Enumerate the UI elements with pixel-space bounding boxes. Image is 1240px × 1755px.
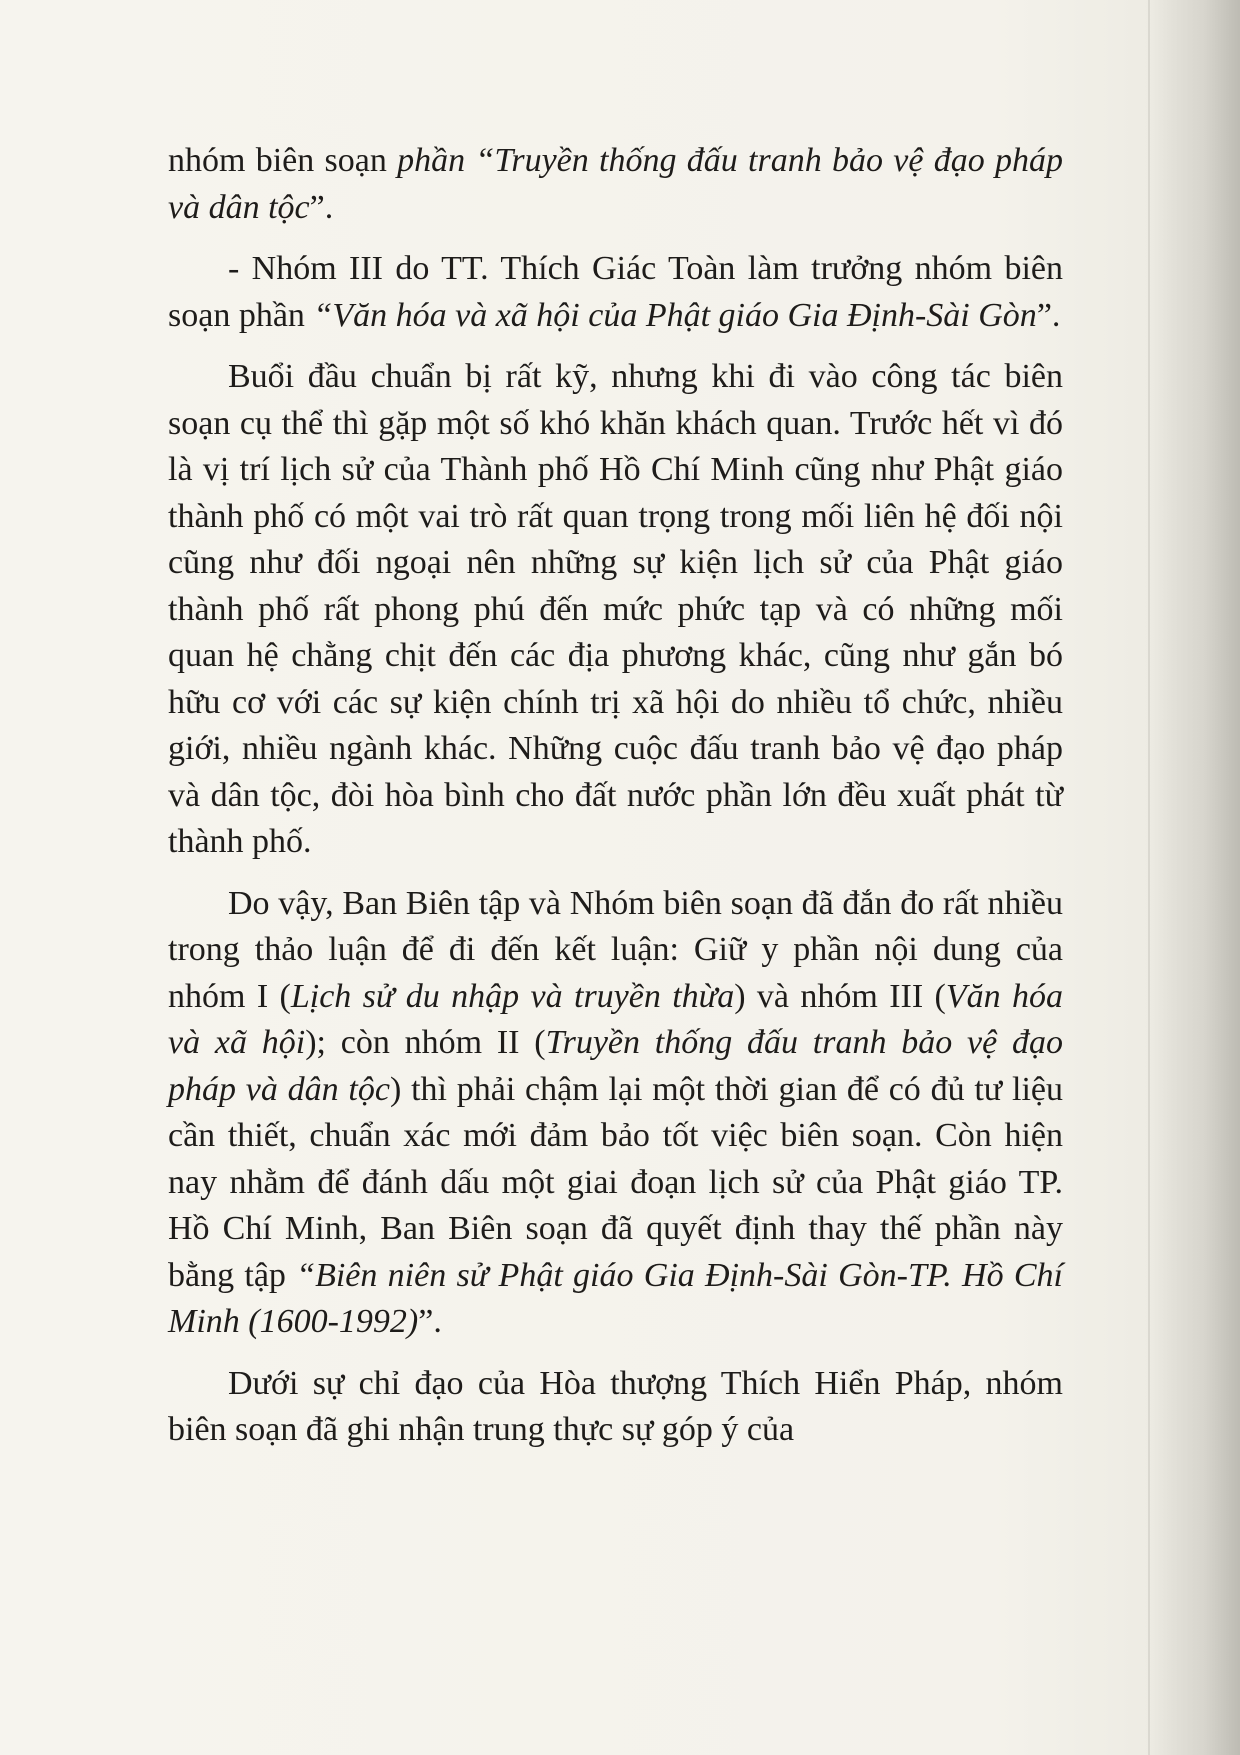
text-segment: ”. <box>418 1303 442 1340</box>
paragraph-3 <box>168 354 1063 866</box>
page-edge-shadow <box>1150 0 1240 1755</box>
text-segment: Dưới sự chỉ đạo của Hòa thượng Thích Hiển Pháp, nhóm biên soạn đã ghi nhận trung thực sự góp ý của <box>168 1364 1063 1448</box>
italic-title: Lịch sử du nhập và truyền thừa <box>290 977 735 1015</box>
body-text <box>168 138 1063 1454</box>
paragraph-1 <box>168 138 1063 231</box>
text-segment: ”. <box>1036 296 1061 334</box>
text-segment: nhóm biên soạn <box>168 142 398 179</box>
italic-title: Văn hóa và xã hội <box>168 977 1063 1061</box>
text-segment: ) và nhóm III ( <box>734 977 946 1015</box>
paragraph-4 <box>168 881 1063 1346</box>
italic-title: “Văn hóa và xã hội của Phật giáo Gia Định-Sài Gòn <box>313 296 1037 334</box>
text-segment: ”. <box>309 188 334 226</box>
paragraph-2 <box>168 246 1063 339</box>
paragraph-5 <box>168 1361 1063 1454</box>
italic-title: “Biên niên sử Phật giáo Gia Định-Sài Gòn-TP. Hồ Chí Minh (1600-1992) <box>168 1256 1063 1340</box>
italic-title: phần “Truyền thống đấu tranh bảo vệ đạo pháp và dân tộc <box>168 142 1063 226</box>
text-segment: ) thì phải chậm lại một thời gian để có đủ tư liệu cần thiết, chuẩn xác mới đảm bảo tốt việc biên soạn. Còn hiện nay nhằm để đánh dấu một giai đoạn lịch sử của Phật giáo TP. Hồ Chí Minh, Ban Biên soạn đã quyết định thay thế phần này bằng tập <box>168 1070 1063 1294</box>
text-segment: Buổi đầu chuẩn bị rất kỹ, nhưng khi đi vào công tác biên soạn cụ thể thì gặp một số khó khăn khách quan. Trước hết vì đó là vị trí lịch sử của Thành phố Hồ Chí Minh cũng như Phật giáo thành phố có một vai trò rất quan trọng trong mối liên hệ đối nội cũng như đối ngoại nên những sự kiện lịch sử của Phật giáo thành phố rất phong phú đến mức phức tạp và có những mối quan hệ chằng chịt đến các địa phương khác, cũng như gắn bó hữu cơ với các sự kiện chính trị xã hội do nhiều tổ chức, nhiều giới, nhiều ngành khác. Những cuộc đấu tranh bảo vệ đạo pháp và dân tộc, đòi hòa bình cho đất nước phần lớn đều xuất phát từ thành phố. <box>168 358 1063 860</box>
italic-title: Truyền thống đấu tranh bảo vệ đạo pháp và dân tộc <box>168 1024 1063 1108</box>
text-segment: ); còn nhóm II ( <box>305 1024 546 1061</box>
text-segment: Do vậy, Ban Biên tập và Nhóm biên soạn đã đắn đo rất nhiều trong thảo luận để đi đến kết luận: Giữ y phần nội dung của nhóm I ( <box>168 884 1063 1015</box>
text-segment: - Nhóm III do TT. Thích Giác Toàn làm trưởng nhóm biên soạn phần <box>168 250 1063 334</box>
